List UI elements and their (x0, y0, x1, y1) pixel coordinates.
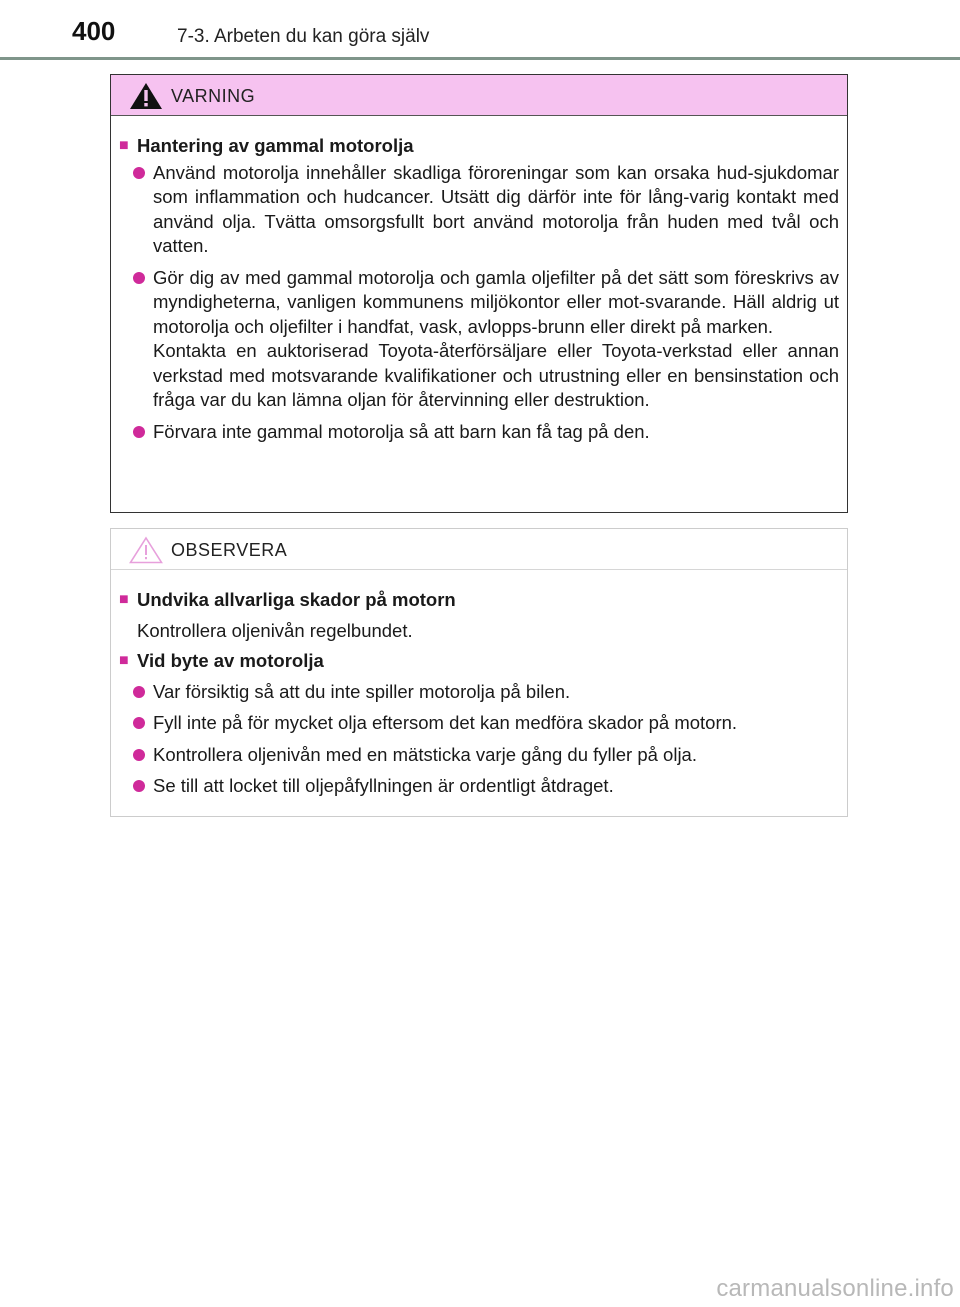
warning-label: VARNING (171, 86, 256, 106)
square-icon: ■ (119, 652, 129, 669)
list-item (133, 420, 839, 445)
bullet-text: Se till att locket till oljepåfyllningen är ordentligt åtdraget. (153, 775, 614, 796)
bullet-dot-icon (133, 272, 145, 284)
caution-triangle-icon (129, 536, 163, 564)
list-item (133, 161, 839, 259)
page-number: 400 (72, 16, 116, 46)
warning-triangle-icon (129, 82, 163, 110)
list-item (133, 743, 839, 768)
watermark: carmanualsonline.info (716, 1275, 954, 1302)
caution-box (110, 528, 848, 817)
caution-header (111, 529, 847, 570)
list-item (133, 711, 839, 736)
caution-heading (119, 649, 839, 674)
caution-heading-text: Undvika allvarliga skador på motorn (137, 589, 456, 610)
bullet-text: Gör dig av med gammal motorolja och gamla oljefilter på det sätt som föreskrivs av myndigheterna, vanligen kommunens miljökontor eller mot-svarande. Häll aldrig ut motorolja och oljefilter i handfat, vask, avlopps-brunn eller direkt på marken. (153, 266, 839, 337)
section-title: 7-3. Arbeten du kan göra själv (177, 26, 430, 47)
bullet-text-continued: Kontakta en auktoriserad Toyota-återförsäljare eller Toyota-verkstad eller annan verkstad med motsvarande kvalifikationer och utrustning eller en bensinstation och fråga var du kan lämna oljan för återvinning eller destruktion. (153, 340, 839, 410)
caution-text: Kontrollera oljenivån regelbundet. (137, 619, 413, 641)
list-item (133, 680, 839, 705)
bullet-dot-icon (133, 167, 145, 179)
warning-heading-text: Hantering av gammal motorolja (137, 135, 414, 156)
bullet-dot-icon (133, 686, 145, 698)
warning-header (111, 75, 847, 116)
bullet-dot-icon (133, 780, 145, 792)
bullet-dot-icon (133, 717, 145, 729)
caution-heading (119, 588, 839, 613)
bullet-dot-icon (133, 749, 145, 761)
list-item (133, 266, 839, 413)
bullet-text: Använd motorolja innehåller skadliga föroreningar som kan orsaka hud-sjukdomar som inflammation och hudcancer. Utsätt dig därför inte för lång-varig kontakt med använd olja. Tvätta omsorgsfullt bort använd motorolja från huden med tvål och vatten. (153, 161, 839, 256)
caution-label: OBSERVERA (171, 540, 288, 560)
caution-heading-text: Vid byte av motorolja (137, 650, 324, 671)
warning-heading (119, 134, 839, 159)
bullet-text: Kontrollera oljenivån med en mätsticka varje gång du fyller på olja. (153, 743, 697, 765)
square-icon: ■ (119, 137, 129, 154)
bullet-text: Var försiktig så att du inte spiller motorolja på bilen. (153, 680, 571, 702)
square-icon: ■ (119, 591, 129, 608)
bullet-dot-icon (133, 426, 145, 438)
list-item (133, 774, 839, 799)
bullet-text: Förvara inte gammal motorolja så att barn kan få tag på den. (153, 420, 650, 442)
bullet-text: Fyll inte på för mycket olja eftersom det kan medföra skador på motorn. (153, 712, 738, 733)
warning-box (110, 74, 848, 513)
header-divider (0, 57, 960, 60)
